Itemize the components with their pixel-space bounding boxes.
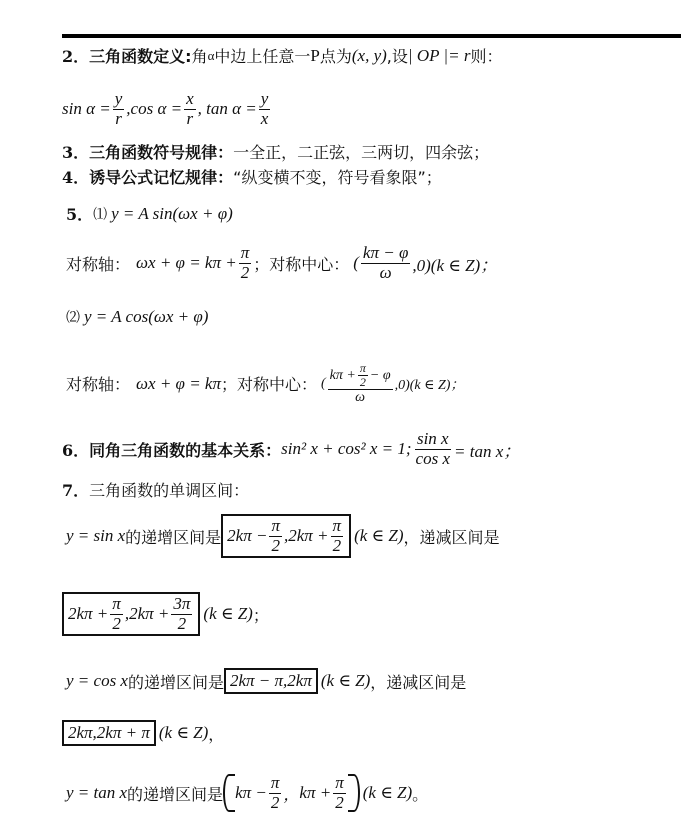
pythagorean-identity: sin² x + cos² x = 1; (281, 439, 412, 459)
section-4-body: “纵变横不变，符号看象限”； (233, 168, 442, 187)
text: 点为 (319, 47, 352, 66)
point-p: P (310, 45, 320, 65)
tan-monotonic (66, 774, 428, 812)
decreasing-label: ，递减区间是 (403, 527, 500, 547)
k-in-z: (k ∈ Z) (362, 783, 413, 803)
k-in-z: (k ∈ Z) (203, 604, 253, 624)
section-6-title: 同角三角函数的基本关系： (89, 440, 282, 460)
axis-label: 对称轴： (66, 254, 131, 274)
kpi-plus: kπ + (329, 367, 356, 383)
tan-lhs: , tan α = (197, 99, 257, 119)
section-6-number: 6． (62, 440, 90, 460)
k-in-z: (k ∈ Z) (158, 723, 209, 742)
text: 角 (191, 47, 208, 66)
numerator: kπ − φ (362, 243, 409, 262)
axis-label: 对称轴： (66, 375, 131, 395)
comma: , (124, 604, 130, 624)
comma: , (284, 526, 289, 546)
text: 中边上任意一 (214, 47, 311, 66)
increasing-label: 的递增区间是 (125, 527, 222, 547)
frac-center-2 (328, 362, 393, 406)
cos-lhs: ,cos α = (126, 99, 183, 119)
section-4-title: 诱导公式记忆规律： (89, 168, 234, 187)
section-4 (62, 165, 442, 188)
numerator: π (112, 594, 121, 613)
section-4-number: 4． (62, 168, 90, 187)
section-3-number: 3． (62, 143, 90, 162)
open-paren: ( (353, 253, 359, 273)
tan-identity: = tan x； (454, 441, 521, 461)
sin-decreasing-interval (62, 592, 200, 636)
axis-formula: ωx + φ = kπ + (136, 253, 237, 273)
numerator: y (260, 89, 269, 108)
frac-3pi-2 (171, 595, 192, 633)
decreasing-label: ，递减区间是 (370, 672, 467, 692)
center-label: ；对称中心： (220, 375, 317, 395)
sin-lhs: sin α = (62, 99, 111, 119)
alpha-symbol: α (207, 47, 215, 63)
section-5-part-2 (66, 307, 208, 327)
frac-pi-2 (110, 595, 123, 633)
top-rule (62, 34, 681, 38)
cos-function: y = cos x (66, 671, 128, 690)
comma: ， (208, 724, 225, 744)
numerator: π (335, 773, 344, 792)
frac-pi-2 (269, 517, 282, 555)
denominator: ω (355, 390, 366, 406)
k-in-z: (k ∈ Z) (354, 526, 404, 546)
tan-increasing-interval (223, 774, 360, 812)
frac-x-r (184, 90, 196, 128)
numerator (328, 362, 393, 390)
numerator: x (186, 89, 194, 108)
lower-bound: 2kπ − (227, 526, 268, 546)
frac-sin-cos (414, 430, 452, 468)
sine-function: y = A sin(ωx + φ) (111, 203, 233, 223)
denominator: cos x (415, 448, 451, 468)
part-2-marker: ⑵ (66, 311, 80, 326)
frac-pi-2 (358, 362, 368, 389)
section-2 (62, 44, 502, 67)
denominator: 2 (240, 262, 250, 282)
section-5-number: 5． (66, 205, 94, 224)
lower-bound: 2kπ + (68, 604, 109, 624)
center-tail: ,0)(k ∈ Z)； (394, 377, 465, 393)
semicolon: ； (252, 605, 269, 625)
center-label: ；对称中心： (253, 254, 350, 274)
denominator: r (115, 108, 122, 128)
trig-definitions (62, 90, 272, 128)
sin-increasing-interval (221, 514, 351, 558)
lower-bound: kπ − (235, 783, 267, 803)
comma: ， (283, 784, 300, 804)
numerator: π (332, 516, 342, 535)
sin-monotonic (66, 514, 500, 558)
frac-pi-2 (333, 774, 346, 812)
coordinate: (x, y) (351, 45, 387, 65)
period: 。 (412, 784, 429, 804)
frac-pi-2 (269, 774, 282, 812)
denominator: 2 (177, 613, 187, 633)
denominator: x (260, 108, 269, 128)
section-7-number: 7． (62, 481, 90, 500)
op-formula: | OP |= r (407, 45, 471, 65)
sin-decreasing (62, 592, 269, 636)
section-6 (62, 430, 520, 468)
section-7-title: 三角函数的单调区间： (89, 481, 250, 500)
increasing-label: 的递增区间是 (127, 672, 224, 692)
frac-y-r (113, 90, 125, 128)
section-5-symmetry-1 (66, 244, 497, 282)
cos-decreasing-interval: 2kπ,2kπ + π (62, 720, 156, 746)
denominator: r (186, 108, 194, 128)
numerator: π (270, 773, 280, 792)
upper-bound: kπ + (299, 783, 332, 803)
denominator: ω (379, 262, 392, 282)
numerator: sin x (416, 429, 449, 448)
section-7 (62, 478, 249, 501)
center-tail: ,0)(k ∈ Z)； (412, 255, 498, 275)
increasing-label: 的递增区间是 (127, 784, 224, 804)
text: ,设 (386, 47, 408, 66)
frac-y-x (259, 90, 271, 128)
sin-function: y = sin x (66, 526, 126, 546)
section-5-symmetry-2 (66, 362, 464, 406)
denominator: 2 (271, 535, 280, 555)
k-in-z: (k ∈ Z) (320, 671, 371, 690)
frac-pi-2 (239, 244, 252, 282)
section-3-body: 一全正，二正弦，三两切，四余弦； (233, 143, 490, 162)
tan-function: y = tan x (66, 783, 128, 803)
denominator: 2 (332, 535, 342, 555)
cos-increasing-interval: 2kπ − π,2kπ (224, 668, 318, 694)
upper-bound: 2kπ + (288, 526, 329, 546)
numerator: 3π (173, 594, 191, 613)
denominator: 2 (335, 792, 344, 812)
upper-bound: 2kπ + (129, 604, 170, 624)
denominator: 2 (359, 375, 366, 390)
numerator: π (359, 361, 366, 375)
denominator: 2 (112, 613, 121, 633)
section-3-title: 三角函数符号规律： (89, 143, 234, 162)
numerator: π (240, 243, 250, 262)
frac-pi-2 (331, 517, 344, 555)
numerator: y (114, 89, 123, 108)
section-2-title: 三角函数定义: (89, 47, 192, 66)
numerator: π (271, 516, 280, 535)
cos-monotonic (66, 668, 466, 694)
open-paren: ( (321, 375, 326, 391)
text: 则： (470, 47, 503, 66)
section-5-part-1 (66, 202, 233, 225)
cosine-function: y = A cos(ωx + φ) (84, 307, 209, 326)
section-2-number: 2． (62, 47, 90, 66)
section-3 (62, 140, 489, 163)
frac-center-1 (361, 244, 410, 282)
part-1-marker: ⑴ (93, 207, 108, 223)
cos-decreasing (62, 720, 224, 746)
minus-phi: − φ (369, 367, 391, 383)
axis-formula: ωx + φ = kπ (136, 373, 221, 393)
denominator: 2 (270, 792, 280, 812)
